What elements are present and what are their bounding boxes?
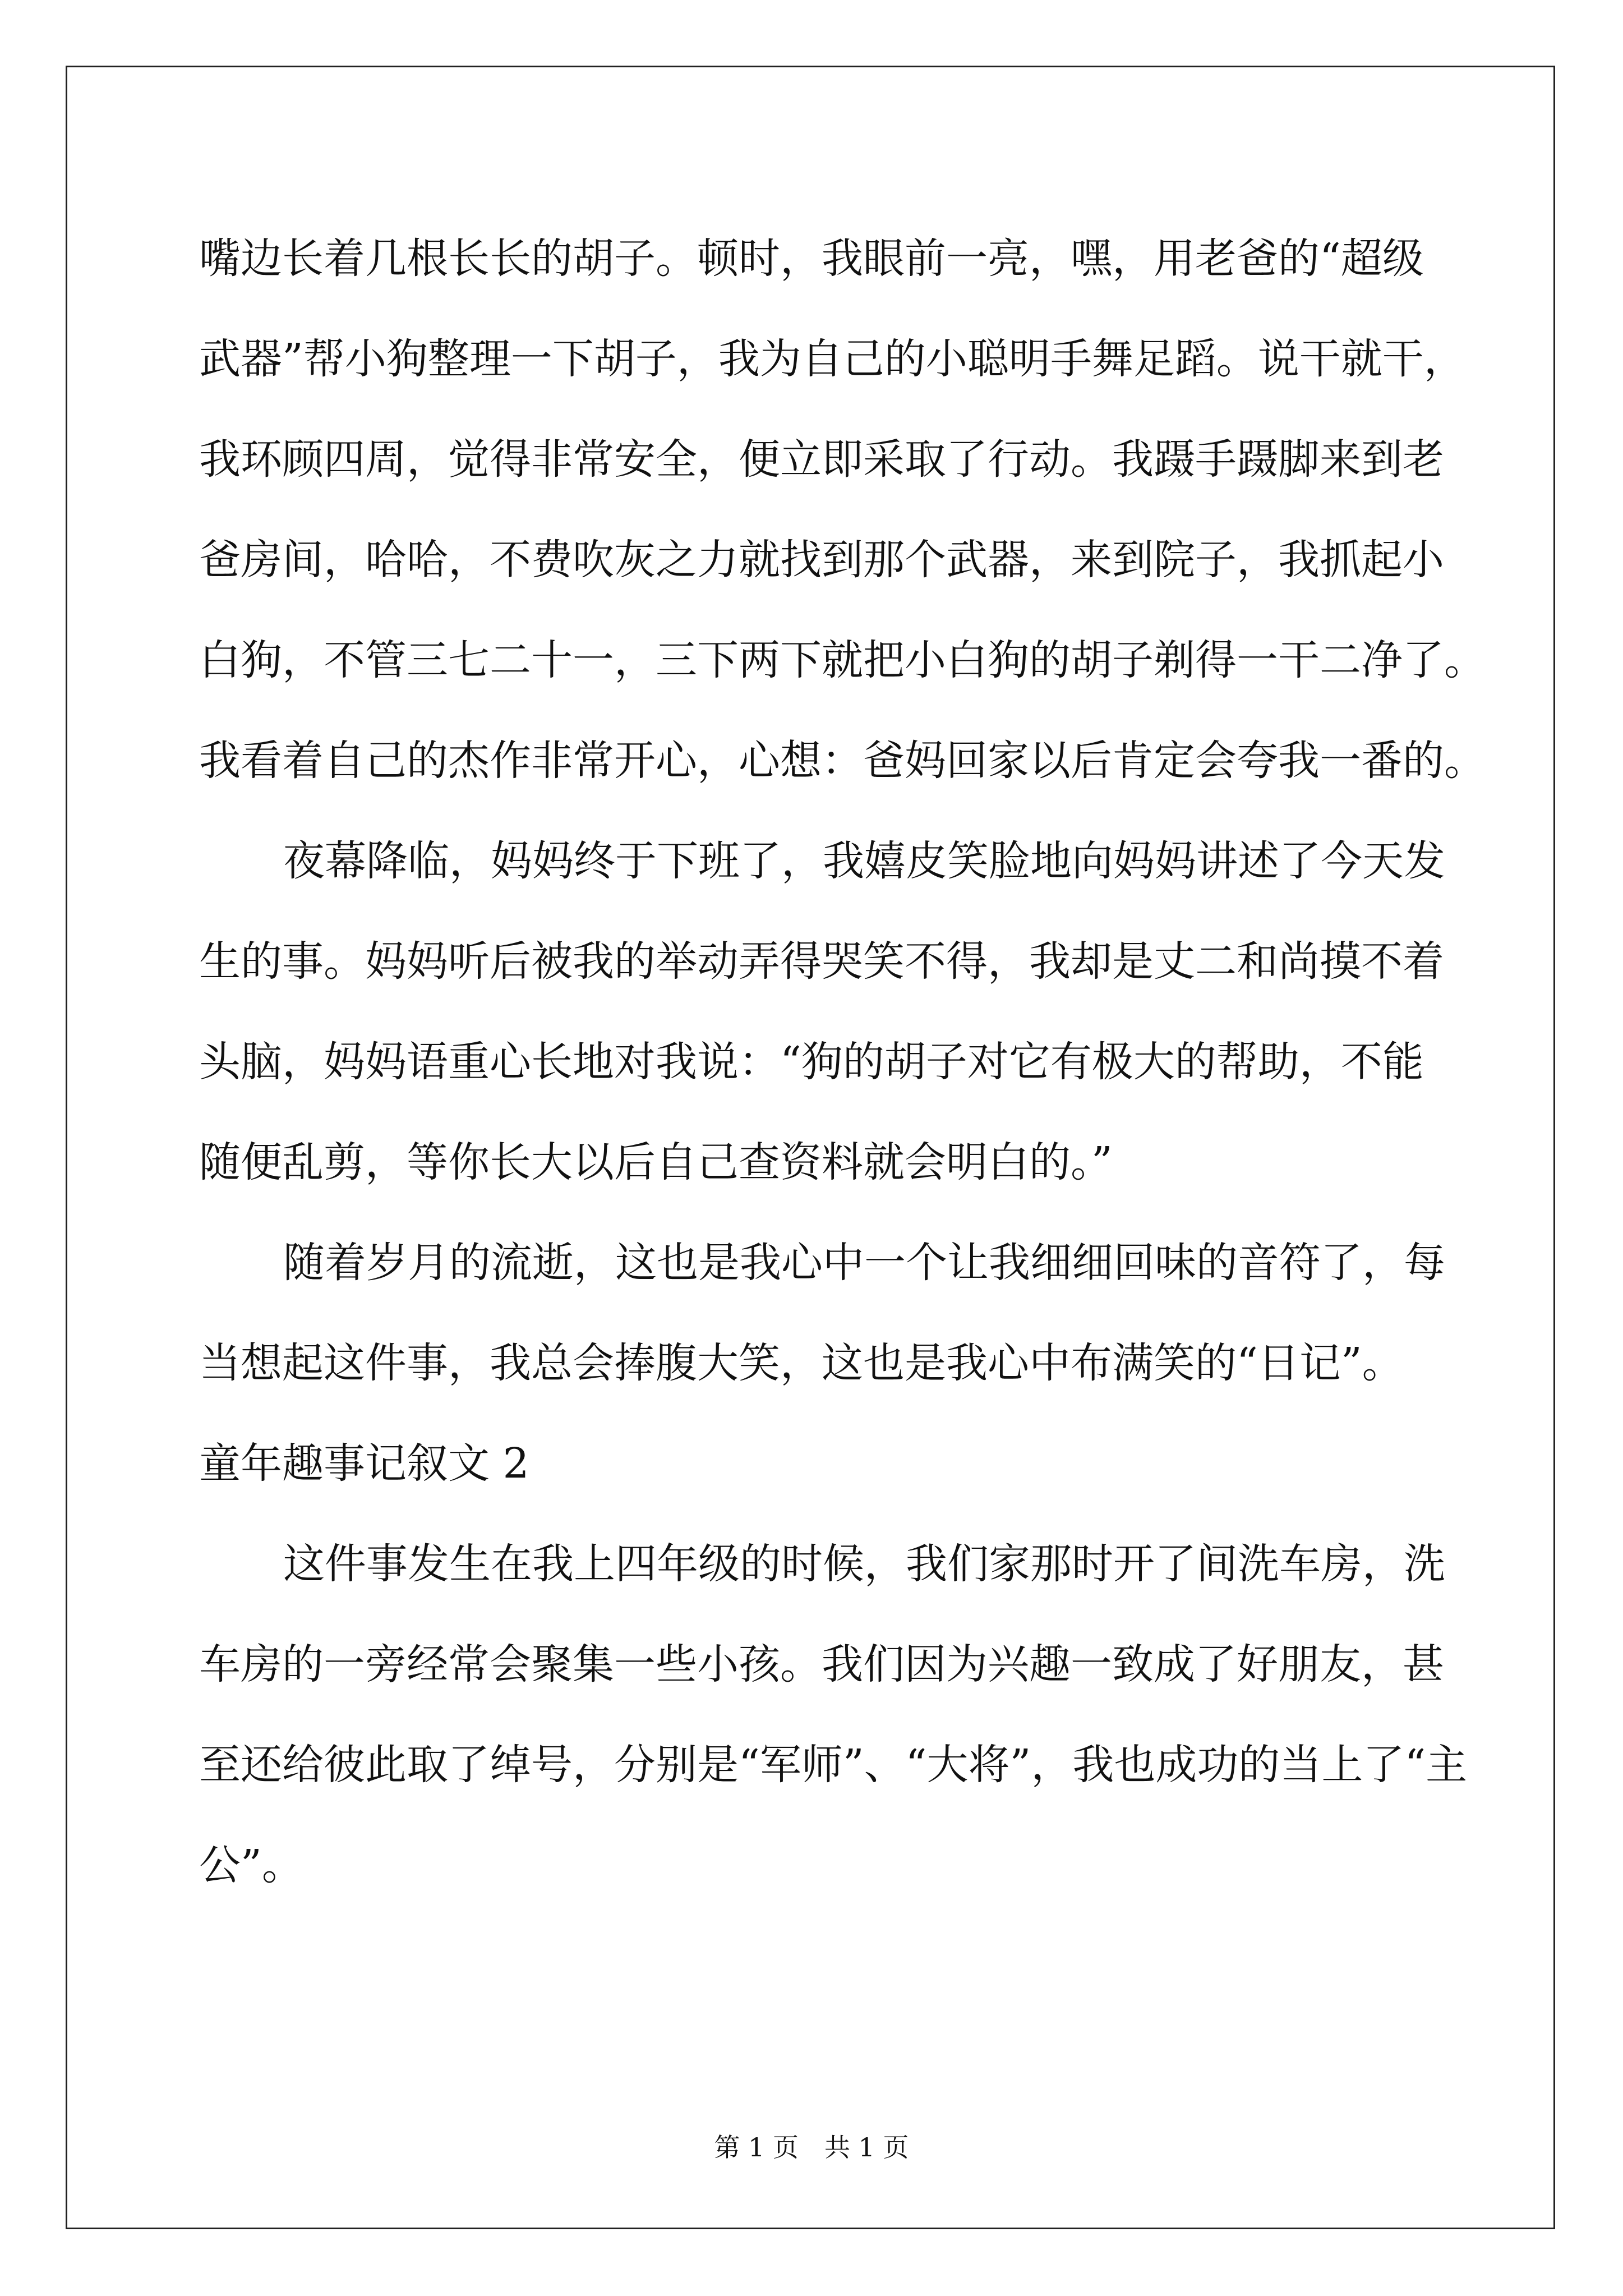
text-line: 当想起这件事，我总会捧腹大笑，这也是我心中布满笑的“日记”。: [199, 1339, 1404, 1387]
text-line: 公”。: [199, 1841, 303, 1889]
text-line: 生的事。妈妈听后被我的举动弄得哭笑不得，我却是丈二和尚摸不着: [199, 937, 1444, 986]
paragraph-3: [199, 1213, 1450, 1414]
text-line: 车房的一旁经常会聚集一些小孩。我们因为兴趣一致成了好朋友，甚: [199, 1640, 1444, 1688]
text-line: 嘴边长着几根长长的胡子。顿时，我眼前一亮，嘿，用老爸的“超级: [199, 234, 1424, 283]
document-body: [199, 209, 1486, 1916]
page-number-footer: 第 1 页 共 1 页: [714, 2132, 909, 2162]
paragraph-1: [199, 209, 1486, 811]
text-line: 这件事发生在我上四年级的时候，我们家那时开了间洗车房，洗: [283, 1540, 1445, 1588]
section-title: 童年趣事记叙文 2: [199, 1439, 529, 1488]
text-line: 随便乱剪，等你长大以后自己查资料就会明白的。”: [199, 1138, 1113, 1186]
text-line: 我看着自己的杰作非常开心，心想：爸妈回家以后肯定会夸我一番的。: [199, 737, 1486, 785]
paragraph-4: [199, 1514, 1468, 1916]
text-line: 武器”帮小狗整理一下胡子，我为自己的小聪明手舞足蹈。说干就干，: [199, 335, 1465, 383]
paragraph-2: [199, 811, 1450, 1213]
text-line: 随着岁月的流逝，这也是我心中一个让我细细回味的音符了，每: [283, 1239, 1445, 1287]
text-line: 夜幕降临，妈妈终于下班了，我嬉皮笑脸地向妈妈讲述了今天发: [283, 837, 1445, 885]
text-line: 至还给彼此取了绰号，分别是“军师”、“大将”，我也成功的当上了“主: [199, 1741, 1468, 1789]
text-line: 头脑，妈妈语重心长地对我说：“狗的胡子对它有极大的帮助，不能: [199, 1038, 1424, 1086]
text-line: 我环顾四周，觉得非常安全，便立即采取了行动。我蹑手蹑脚来到老: [199, 435, 1444, 484]
text-line: 白狗，不管三七二十一，三下两下就把小白狗的胡子剃得一干二净了。: [199, 636, 1486, 684]
text-line: 爸房间，哈哈，不费吹灰之力就找到那个武器，来到院子，我抓起小: [199, 536, 1444, 584]
